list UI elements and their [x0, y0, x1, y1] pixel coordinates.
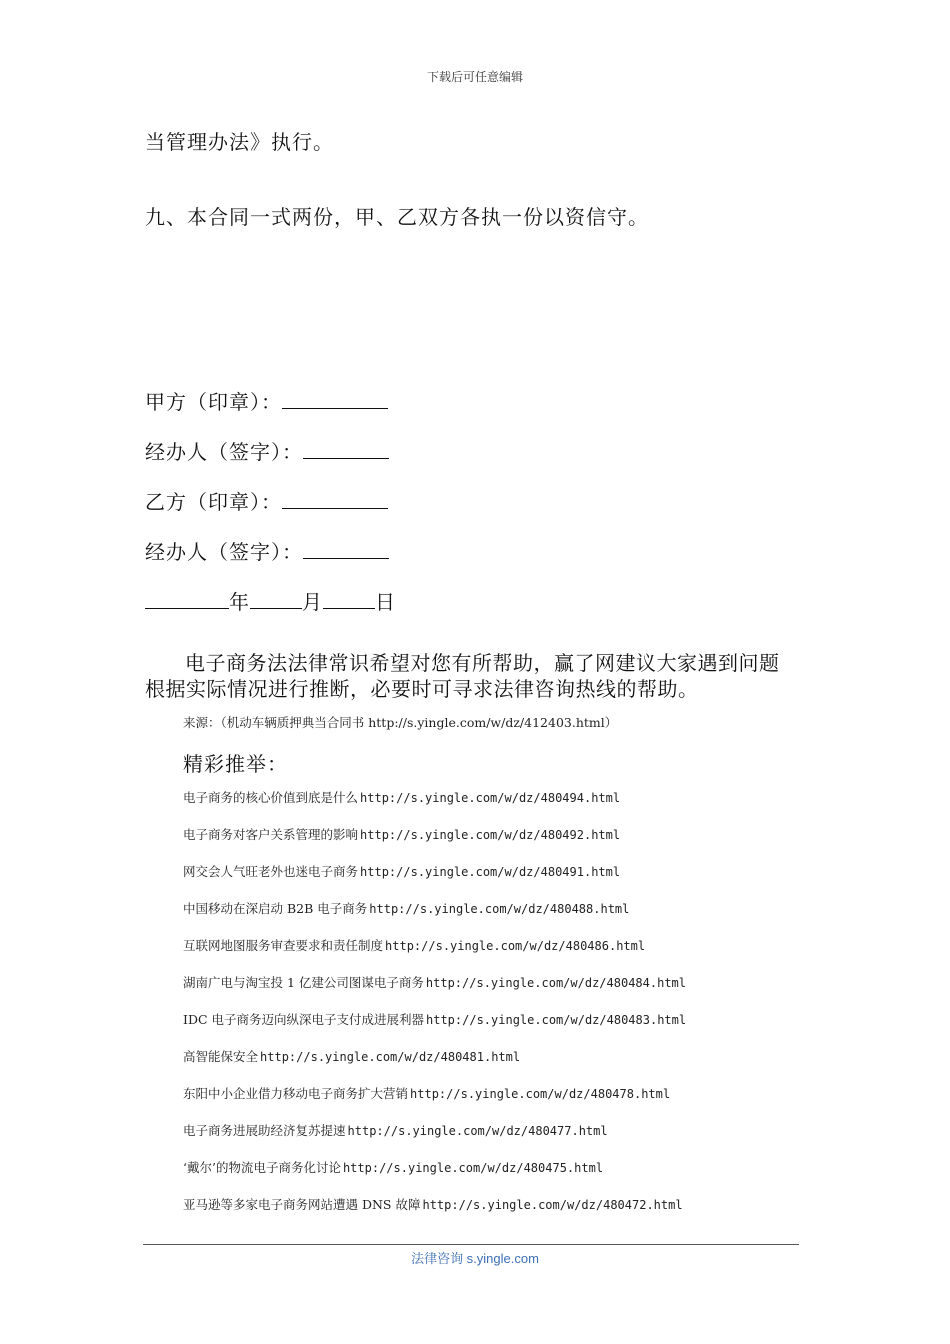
recommend-item-title: 高智能保安全 [183, 1049, 259, 1064]
agent-a-sign-line [145, 436, 389, 465]
recommend-item-title: 中国移动在深启动 B2B 电子商务 [183, 901, 368, 916]
recommend-item[interactable] [183, 899, 686, 936]
recommend-item-link[interactable]: http://s.yingle.com/w/dz/480491.html [360, 865, 621, 879]
contract-clause-nine: 九、本合同一式两份，甲、乙双方各执一份以资信守。 [145, 205, 649, 229]
header-note: 下载后可任意编辑 [426, 70, 523, 84]
party-a-label: 甲方（印章）： [145, 390, 282, 414]
agent-b-label: 经办人（签字）： [145, 540, 303, 564]
recommend-item-link[interactable]: http://s.yingle.com/w/dz/480483.html [426, 1013, 687, 1027]
recommend-item-link[interactable]: http://s.yingle.com/w/dz/480486.html [385, 939, 646, 953]
recommend-item-link[interactable]: http://s.yingle.com/w/dz/480478.html [410, 1087, 671, 1101]
recommend-item-title: IDC 电子商务迈向纵深电子支付成进展利器 [183, 1012, 424, 1027]
source-reference: 来源：（机动车辆质押典当合同书 http://s.yingle.com/w/dz/412403.html） [183, 715, 618, 730]
recommend-item-title: 电子商务进展助经济复苏提速 [183, 1123, 346, 1138]
closing-paragraph [145, 650, 795, 702]
day-blank [323, 588, 375, 609]
recommend-item[interactable] [183, 973, 686, 1010]
month-label: 月 [302, 590, 323, 614]
recommend-item[interactable] [183, 1195, 686, 1232]
party-a-blank [282, 388, 388, 409]
recommend-item-link[interactable]: http://s.yingle.com/w/dz/480484.html [425, 976, 686, 990]
recommend-item-link[interactable]: http://s.yingle.com/w/dz/480475.html [342, 1161, 604, 1175]
recommend-item-title: 网交会人气旺老外也迷电子商务 [183, 864, 359, 879]
recommend-item-link[interactable]: http://s.yingle.com/w/dz/480481.html [260, 1050, 521, 1064]
recommend-item-title: 电子商务对客户关系管理的影响 [183, 827, 359, 842]
recommend-item-title: 湖南广电与淘宝投 1 亿建公司图谋电子商务 [183, 975, 424, 990]
agent-a-blank [303, 438, 389, 459]
recommend-item[interactable] [183, 1047, 686, 1084]
agent-b-sign-line [145, 536, 389, 565]
recommend-item[interactable] [183, 862, 686, 899]
recommend-item-title: 亚马逊等多家电子商务网站遭遇 DNS 故障 [183, 1197, 421, 1212]
recommend-item-link[interactable]: http://s.yingle.com/w/dz/480492.html [360, 828, 621, 842]
recommend-item-link[interactable]: http://s.yingle.com/w/dz/480477.html [347, 1124, 608, 1138]
party-b-seal-line [145, 486, 388, 515]
recommend-item-link[interactable]: http://s.yingle.com/w/dz/480472.html [422, 1198, 683, 1212]
recommend-item-title: 互联网地图服务审查要求和责任制度 [183, 938, 384, 953]
footer-divider [143, 1244, 799, 1245]
recommend-item[interactable] [183, 1158, 686, 1195]
recommend-item[interactable] [183, 1084, 686, 1121]
day-label: 日 [375, 590, 396, 614]
party-b-blank [282, 488, 388, 509]
recommend-title: 精彩推举： [183, 752, 288, 776]
agent-a-label: 经办人（签字）： [145, 440, 303, 464]
recommend-item-title: 电子商务的核心价值到底是什么 [183, 790, 359, 805]
party-b-label: 乙方（印章）： [145, 490, 282, 514]
recommend-item-title: ‘戴尔’的物流电子商务化讨论 [183, 1160, 341, 1175]
party-a-seal-line [145, 386, 388, 415]
date-line [145, 586, 396, 615]
recommend-item[interactable] [183, 1010, 686, 1047]
recommend-item[interactable] [183, 1121, 686, 1158]
recommend-item-title: 东阳中小企业借力移动电子商务扩大营销 [183, 1086, 409, 1101]
recommend-list [183, 788, 686, 1232]
recommend-item-link[interactable]: http://s.yingle.com/w/dz/480494.html [360, 791, 621, 805]
recommend-item[interactable] [183, 936, 686, 973]
recommend-item[interactable] [183, 825, 686, 862]
month-blank [250, 588, 302, 609]
recommend-item-link[interactable]: http://s.yingle.com/w/dz/480488.html [369, 902, 630, 916]
closing-paragraph-text: 电子商务法法律常识希望对您有所帮助，赢了网建议大家遇到问题根据实际情况进行推断，必要时可寻求法律咨询热线的帮助。 [145, 651, 780, 701]
agent-b-blank [303, 538, 389, 559]
year-blank [145, 588, 229, 609]
recommend-item[interactable] [183, 788, 686, 825]
contract-clause-end: 当管理办法》执行。 [145, 130, 334, 154]
footer-link[interactable]: 法律咨询 s.yingle.com [411, 1251, 539, 1266]
year-label: 年 [229, 590, 250, 614]
